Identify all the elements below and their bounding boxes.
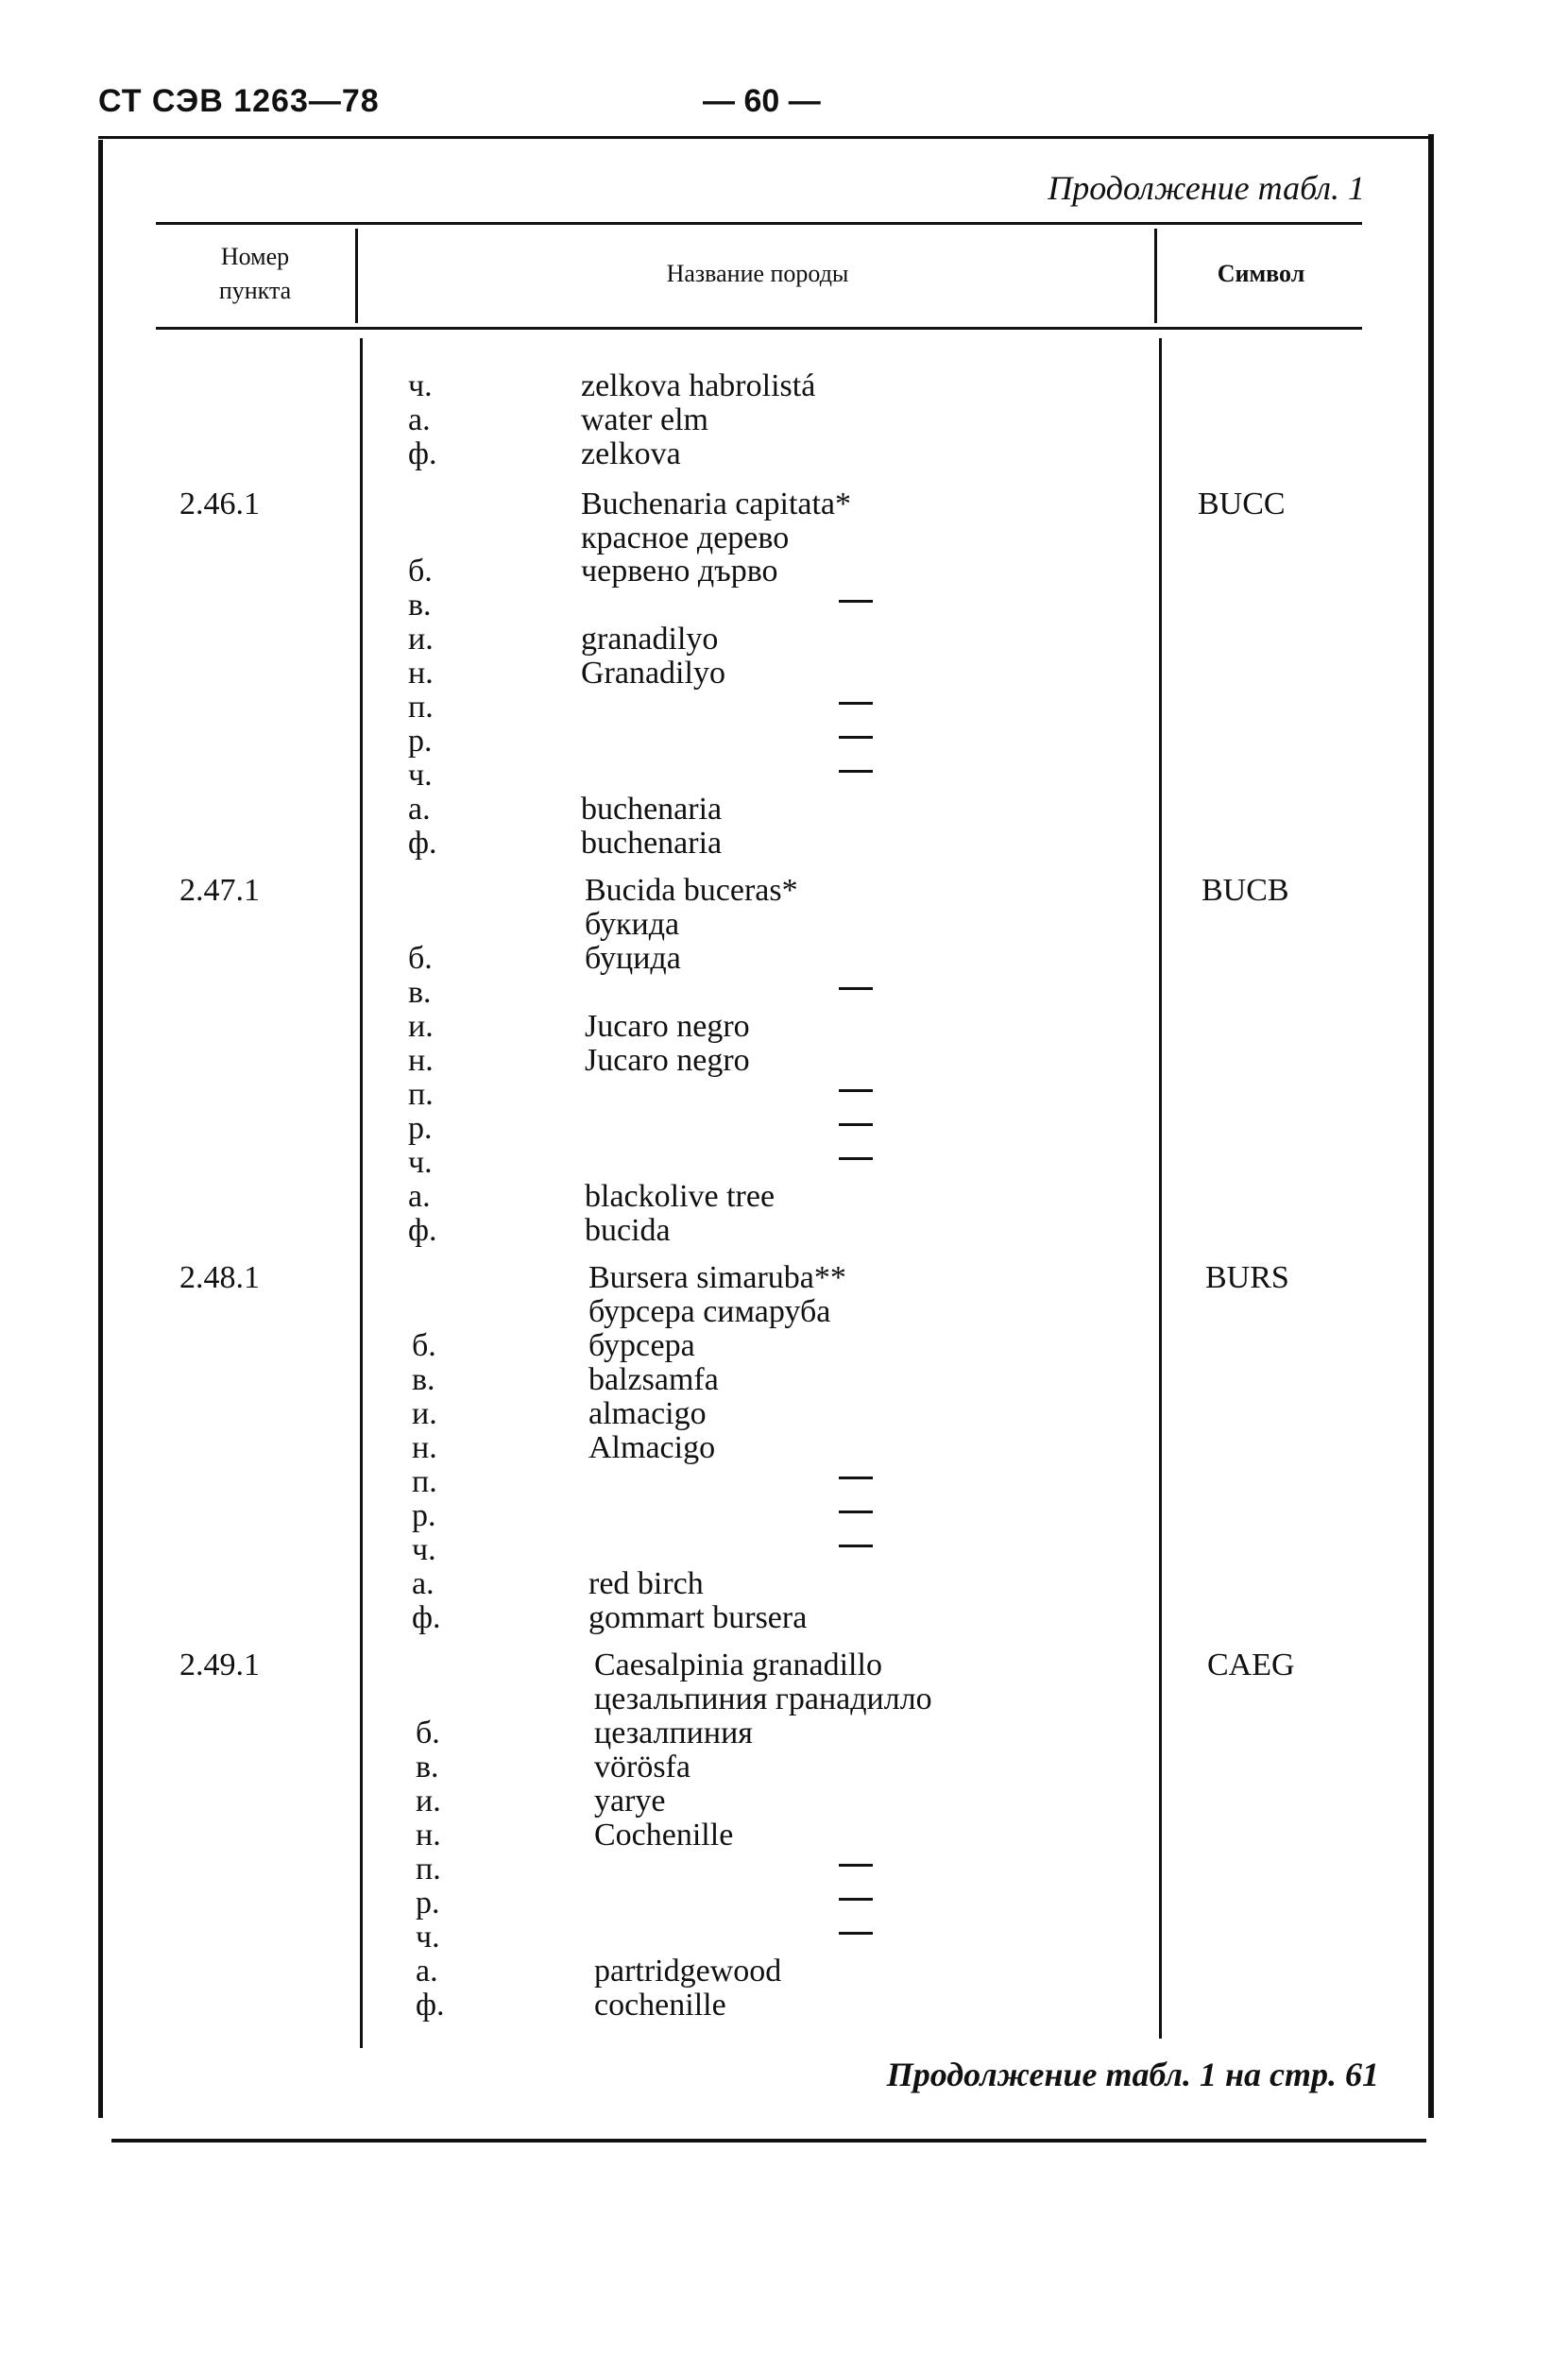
species-name: буцида	[585, 941, 681, 976]
language-code: п.	[408, 1077, 434, 1112]
species-name: бурсера	[588, 1328, 695, 1363]
column-header-symbol: Символ	[1217, 260, 1305, 287]
species-name: бурсера симаруба	[588, 1294, 831, 1329]
species-name: Jucaro negro	[585, 1043, 750, 1078]
species-name: цезалпиния	[594, 1716, 753, 1750]
language-code: б.	[412, 1328, 436, 1363]
language-code: н.	[408, 656, 434, 691]
empty-dash	[839, 1089, 873, 1092]
species-name: buchenaria	[581, 792, 723, 827]
language-code: ч.	[408, 1145, 433, 1180]
language-code: ф.	[408, 436, 437, 471]
species-name: zelkova	[581, 436, 681, 471]
empty-dash	[839, 1864, 873, 1867]
language-code: а.	[408, 1179, 431, 1214]
species-name: цезальпиния гранадилло	[594, 1682, 932, 1716]
language-code: р.	[416, 1886, 440, 1921]
species-name: Granadilyo	[581, 656, 725, 691]
empty-dash	[839, 1898, 873, 1901]
species-symbol: BUCC	[1198, 487, 1286, 521]
language-code: б.	[408, 941, 433, 976]
empty-dash	[839, 600, 873, 603]
species-name: Cochenille	[594, 1818, 734, 1852]
language-code: р.	[408, 1111, 433, 1146]
empty-dash	[839, 1545, 873, 1547]
language-code: р.	[408, 724, 433, 759]
language-code: а.	[412, 1566, 435, 1601]
species-name: yarye	[594, 1784, 666, 1818]
table-header-top-rule	[156, 222, 1362, 225]
language-code: в.	[412, 1362, 435, 1397]
language-code: а.	[416, 1954, 438, 1989]
species-name: buchenaria	[581, 826, 723, 861]
empty-dash	[839, 702, 873, 705]
frame-top-border	[98, 136, 1434, 139]
frame-right-border	[1428, 134, 1434, 2118]
species-name: Almacigo	[588, 1430, 716, 1465]
table-continuation-caption: Продолжение табл. 1	[1048, 169, 1365, 207]
column-header-name: Название породы	[666, 260, 849, 287]
species-name: gommart bursera	[588, 1600, 808, 1635]
language-code: в.	[408, 975, 432, 1010]
species-name: Caesalpinia granadillo	[594, 1647, 882, 1682]
language-code: н.	[416, 1818, 441, 1852]
species-name: Buchenaria capitata*	[581, 487, 852, 521]
language-code: ч.	[416, 1920, 440, 1955]
page-header	[98, 83, 1468, 140]
species-name: granadilyo	[581, 622, 719, 657]
species-symbol: BURS	[1205, 1260, 1289, 1295]
species-name: zelkova habrolistá	[581, 368, 816, 403]
empty-dash	[839, 1932, 873, 1935]
language-code: и.	[408, 622, 434, 657]
language-code: ч.	[412, 1532, 436, 1567]
language-code: ф.	[416, 1988, 445, 2023]
species-name: красное дерево	[581, 521, 790, 555]
item-number: 2.49.1	[179, 1647, 260, 1682]
document-code: СТ СЭВ 1263—78	[98, 83, 380, 119]
language-code: и.	[412, 1396, 437, 1431]
empty-dash	[839, 1511, 873, 1513]
language-code: п.	[416, 1852, 441, 1887]
species-name: bucida	[585, 1213, 671, 1248]
column-divider	[1154, 229, 1157, 323]
empty-dash	[839, 987, 873, 990]
language-code: в.	[416, 1750, 439, 1784]
language-code: ч.	[408, 368, 433, 403]
language-code: п.	[412, 1464, 437, 1499]
species-name: blackolive tree	[585, 1179, 775, 1214]
item-number: 2.47.1	[179, 873, 260, 908]
species-name: Bursera simaruba**	[588, 1260, 846, 1295]
frame-left-border	[98, 140, 103, 2118]
species-name: vörösfa	[594, 1750, 690, 1784]
language-code: р.	[412, 1498, 436, 1533]
species-name: Jucaro negro	[585, 1009, 750, 1044]
item-number: 2.48.1	[179, 1260, 260, 1295]
species-name: balzsamfa	[588, 1362, 719, 1397]
species-name: червено дърво	[581, 554, 778, 589]
language-code: п.	[408, 690, 434, 725]
species-symbol: BUCB	[1202, 873, 1289, 908]
language-code: и.	[416, 1784, 441, 1818]
frame-bottom-border	[111, 2139, 1426, 2143]
table-header-bottom-rule	[156, 327, 1362, 330]
language-code: ф.	[408, 1213, 437, 1248]
table-continuation-footer: Продолжение табл. 1 на стр. 61	[886, 2056, 1379, 2093]
species-name: cochenille	[594, 1988, 726, 2023]
language-code: ф.	[408, 826, 437, 861]
page-number: — 60 —	[703, 83, 821, 119]
column-header-number: Номер пункта	[218, 243, 292, 304]
empty-dash	[839, 770, 873, 773]
language-code: и.	[408, 1009, 434, 1044]
empty-dash	[839, 1123, 873, 1126]
language-code: б.	[416, 1716, 440, 1750]
species-name: water elm	[581, 402, 708, 437]
empty-dash	[839, 1477, 873, 1479]
language-code: а.	[408, 402, 431, 437]
column-divider	[1159, 338, 1162, 2039]
item-number: 2.46.1	[179, 487, 260, 521]
empty-dash	[839, 736, 873, 739]
column-divider	[360, 338, 363, 2048]
species-name: red birch	[588, 1566, 704, 1601]
language-code: б.	[408, 554, 433, 589]
language-code: в.	[408, 588, 432, 623]
column-divider	[355, 229, 358, 323]
species-name: partridgewood	[594, 1954, 782, 1989]
language-code: а.	[408, 792, 431, 827]
language-code: ч.	[408, 758, 433, 793]
species-name: букида	[585, 907, 680, 942]
language-code: н.	[412, 1430, 437, 1465]
language-code: ф.	[412, 1600, 441, 1635]
species-symbol: CAEG	[1207, 1647, 1295, 1682]
language-code: н.	[408, 1043, 434, 1078]
species-name: almacigo	[588, 1396, 707, 1431]
species-name: Bucida buceras*	[585, 873, 798, 908]
empty-dash	[839, 1157, 873, 1160]
